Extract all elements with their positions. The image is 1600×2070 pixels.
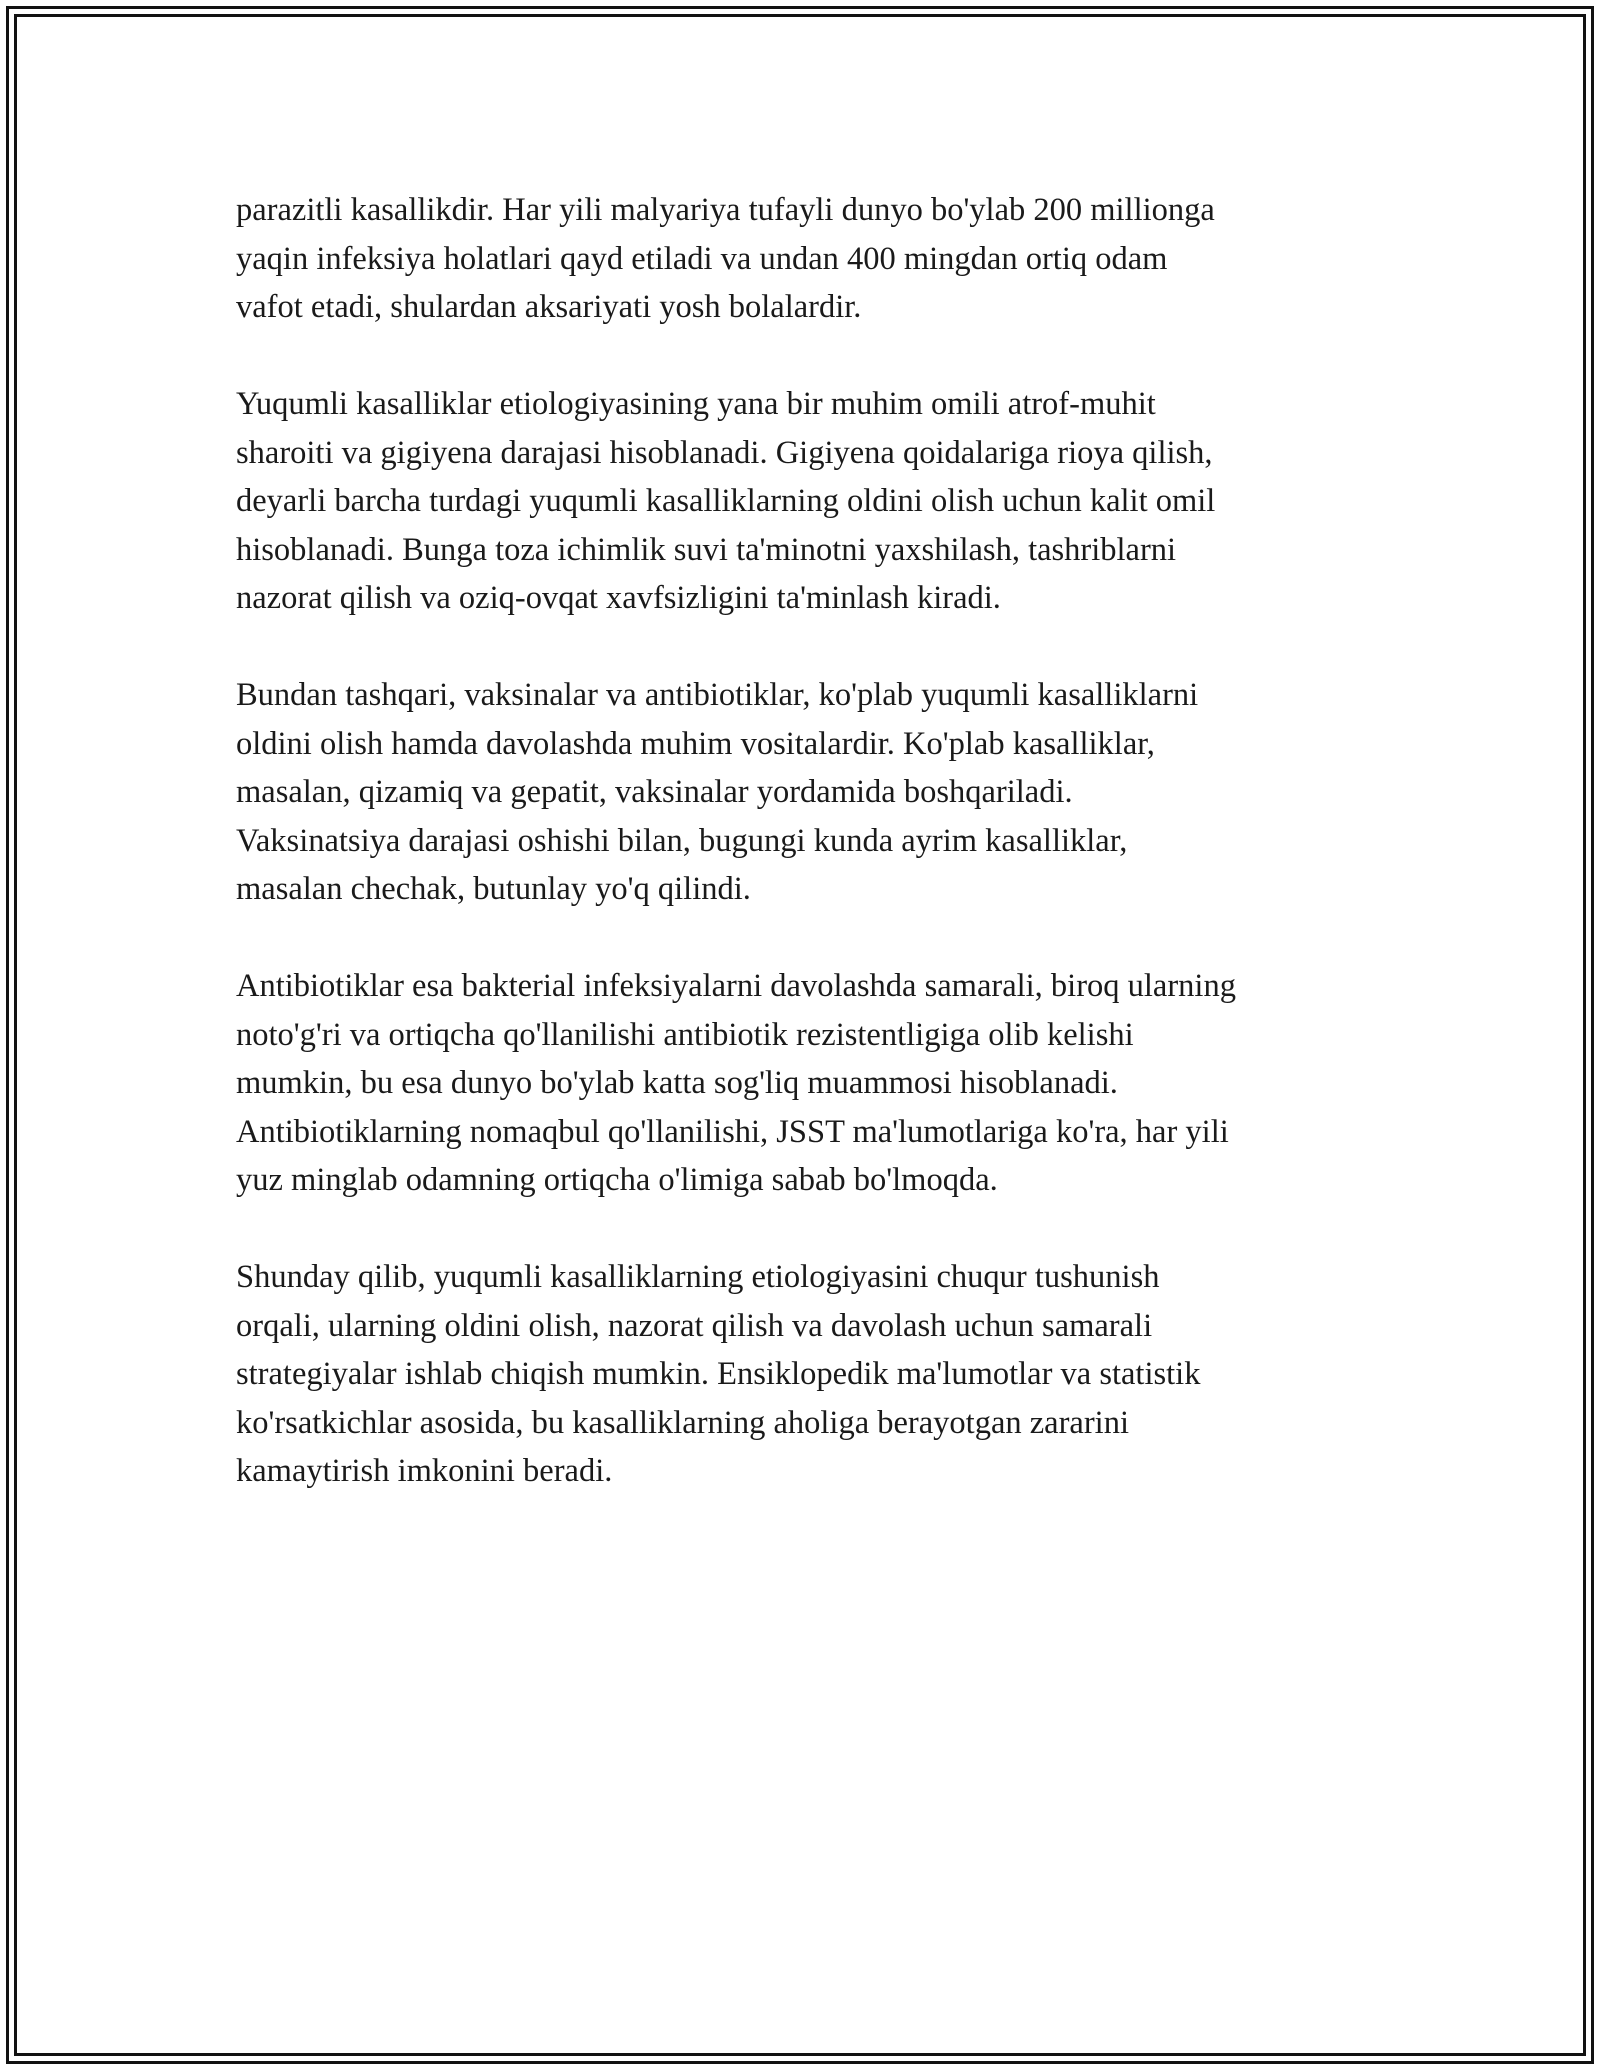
text-line: yaqin infeksiya holatlari qayd etiladi va undan 400 mingdan ortiq odam xyxy=(236,240,1168,277)
text-line: masalan chechak, butunlay yo'q qilindi. xyxy=(236,871,751,907)
text-line: orqali, ularning oldini olish, nazorat qilish va davolash uchun samarali xyxy=(236,1307,1153,1344)
paragraph xyxy=(236,380,1376,623)
text-line: masalan, qizamiq va gepatit, vaksinalar yordamida boshqariladi. xyxy=(236,774,1073,810)
text-line: Vaksinatsiya darajasi oshishi bilan, bugungi kunda ayrim kasalliklar, xyxy=(236,822,1128,859)
paragraph xyxy=(236,1253,1376,1496)
text-line: vafot etadi, shulardan aksariyati yosh bolalardir. xyxy=(236,289,862,325)
text-line: Shunday qilib, yuqumli kasalliklarning etiologiyasini chuqur tushunish xyxy=(236,1259,1160,1295)
text-line: Yuqumli kasalliklar etiologiyasining yana bir muhim omili atrof-muhit xyxy=(236,386,1156,422)
document-body xyxy=(236,186,1376,1544)
text-line: Antibiotiklarning nomaqbul qo'llanilishi, JSST ma'lumotlariga ko'ra, har yili xyxy=(236,1113,1229,1150)
paragraph xyxy=(236,186,1376,332)
text-line: nazorat qilish va oziq-ovqat xavfsizligini ta'minlash kiradi. xyxy=(236,580,1001,616)
text-line: sharoiti va gigiyena darajasi hisoblanadi. Gigiyena qoidalariga rioya qilish, xyxy=(236,434,1213,471)
text-line: hisoblanadi. Bunga toza ichimlik suvi ta'minotni yaxshilash, tashriblarni xyxy=(236,531,1177,568)
text-line: ko'rsatkichlar asosida, bu kasalliklarning aholiga berayotgan zararini xyxy=(236,1404,1129,1441)
paragraph xyxy=(236,671,1376,914)
text-line: strategiyalar ishlab chiqish mumkin. Ensiklopedik ma'lumotlar va statistik xyxy=(236,1356,1201,1392)
text-line: Antibiotiklar esa bakterial infeksiyalarni davolashda samarali, biroq ularning xyxy=(236,968,1236,1004)
text-line: noto'g'ri va ortiqcha qo'llanilishi antibiotik rezistentligiga olib kelishi xyxy=(236,1016,1134,1053)
text-line: oldini olish hamda davolashda muhim vositalardir. Ko'plab kasalliklar, xyxy=(236,725,1155,762)
text-line: mumkin, bu esa dunyo bo'ylab katta sog'liq muammosi hisoblanadi. xyxy=(236,1065,1118,1101)
paragraph xyxy=(236,962,1376,1205)
text-line: deyarli barcha turdagi yuqumli kasalliklarning oldini olish uchun kalit omil xyxy=(236,483,1216,519)
text-line: kamaytirish imkonini beradi. xyxy=(236,1453,613,1489)
text-line: parazitli kasallikdir. Har yili malyariya tufayli dunyo bo'ylab 200 millionga xyxy=(236,192,1215,228)
text-line: Bundan tashqari, vaksinalar va antibiotiklar, ko'plab yuqumli kasalliklarni xyxy=(236,677,1199,713)
text-line: yuz minglab odamning ortiqcha o'limiga sabab bo'lmoqda. xyxy=(236,1162,998,1198)
